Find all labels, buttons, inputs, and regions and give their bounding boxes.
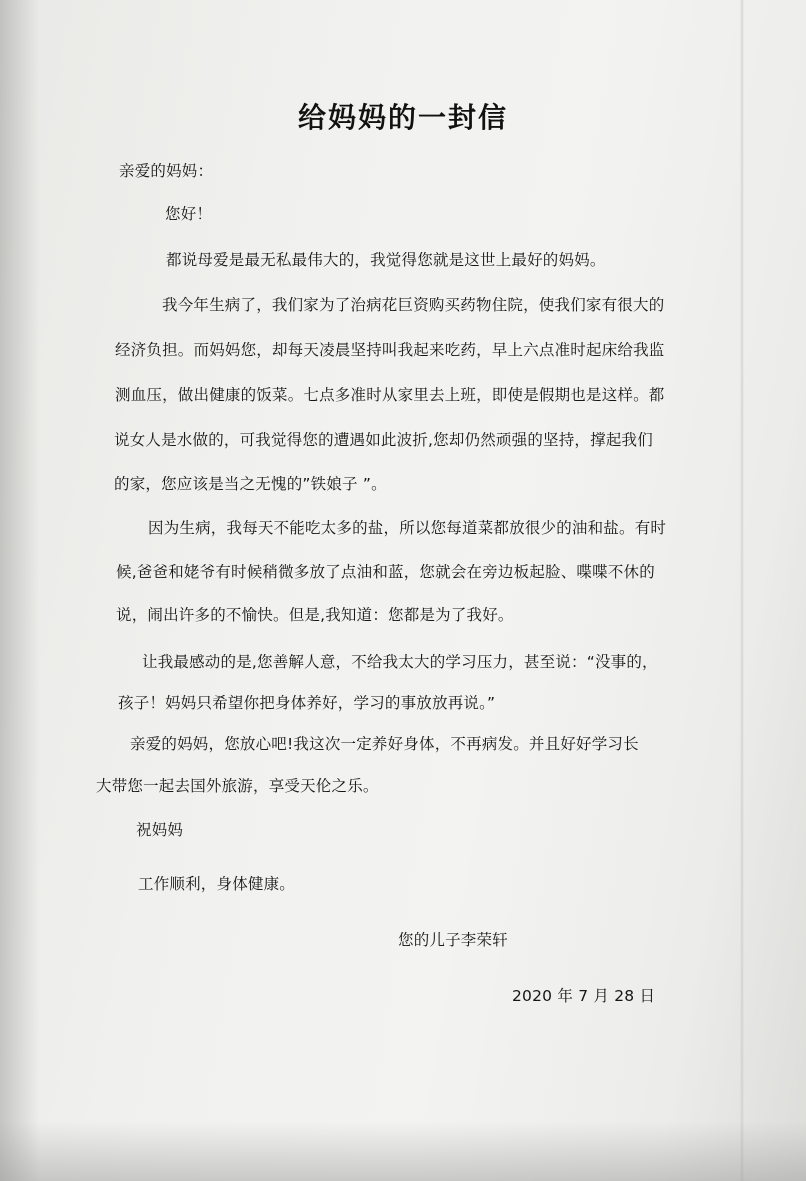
paper-shadow-bottom <box>0 1121 806 1181</box>
paragraph-5-line-2: 大带您一起去国外旅游，享受天伦之乐。 <box>96 777 379 795</box>
paragraph-2-line-2: 经济负担。而妈妈您，却每天凌晨坚持叫我起来吃药，早上六点准时起床给我监 <box>115 341 665 359</box>
salutation: 亲爱的妈妈： <box>119 162 214 180</box>
paragraph-2-line-4: 说女人是水做的，可我觉得您的遭遇如此波折,您却仍然顽强的坚持，撑起我们 <box>114 431 653 449</box>
greeting: 您好！ <box>165 205 213 223</box>
paper-fold <box>740 0 744 1181</box>
closing-wish: 祝妈妈 <box>136 821 184 839</box>
letter-date: 2020 年 7 月 28 日 <box>512 987 656 1005</box>
paragraph-3-line-2: 候,爸爸和姥爷有时候稍微多放了点油和蓝，您就会在旁边板起脸、喋喋不休的 <box>116 563 655 581</box>
paragraph-5-line-1: 亲爱的妈妈，您放心吧!我这次一定养好身体，不再病发。并且好好学习长 <box>130 735 639 753</box>
signature: 您的儿子李荣轩 <box>398 931 508 949</box>
paragraph-1-line-1: 都说母爱是最无私最伟大的，我觉得您就是这世上最好的妈妈。 <box>166 251 606 269</box>
letter-title: 给妈妈的一封信 <box>297 101 508 134</box>
paragraph-3-line-3: 说，闹出许多的不愉快。但是,我知道：您都是为了我好。 <box>116 606 514 624</box>
paragraph-4-line-1: 让我最感动的是,您善解人意，不给我太大的学习压力，甚至说：“没事的， <box>142 653 658 671</box>
paragraph-2-line-3: 测血压，做出健康的饭菜。七点多准时从家里去上班，即使是假期也是这样。都 <box>115 386 665 404</box>
paper-shadow-left <box>0 0 40 1181</box>
paragraph-3-line-1: 因为生病，我每天不能吃太多的盐，所以您每道菜都放很少的油和盐。有时 <box>148 519 667 537</box>
paragraph-4-line-2: 孩子！妈妈只希望你把身体养好，学习的事放放再说。” <box>118 694 496 712</box>
paragraph-2-line-1: 我今年生病了，我们家为了治病花巨资购买药物住院，使我们家有很大的 <box>162 296 665 314</box>
paragraph-2-line-5: 的家，您应该是当之无愧的”铁娘子 ”。 <box>114 475 387 493</box>
closing-blessing: 工作顺利，身体健康。 <box>138 875 296 893</box>
